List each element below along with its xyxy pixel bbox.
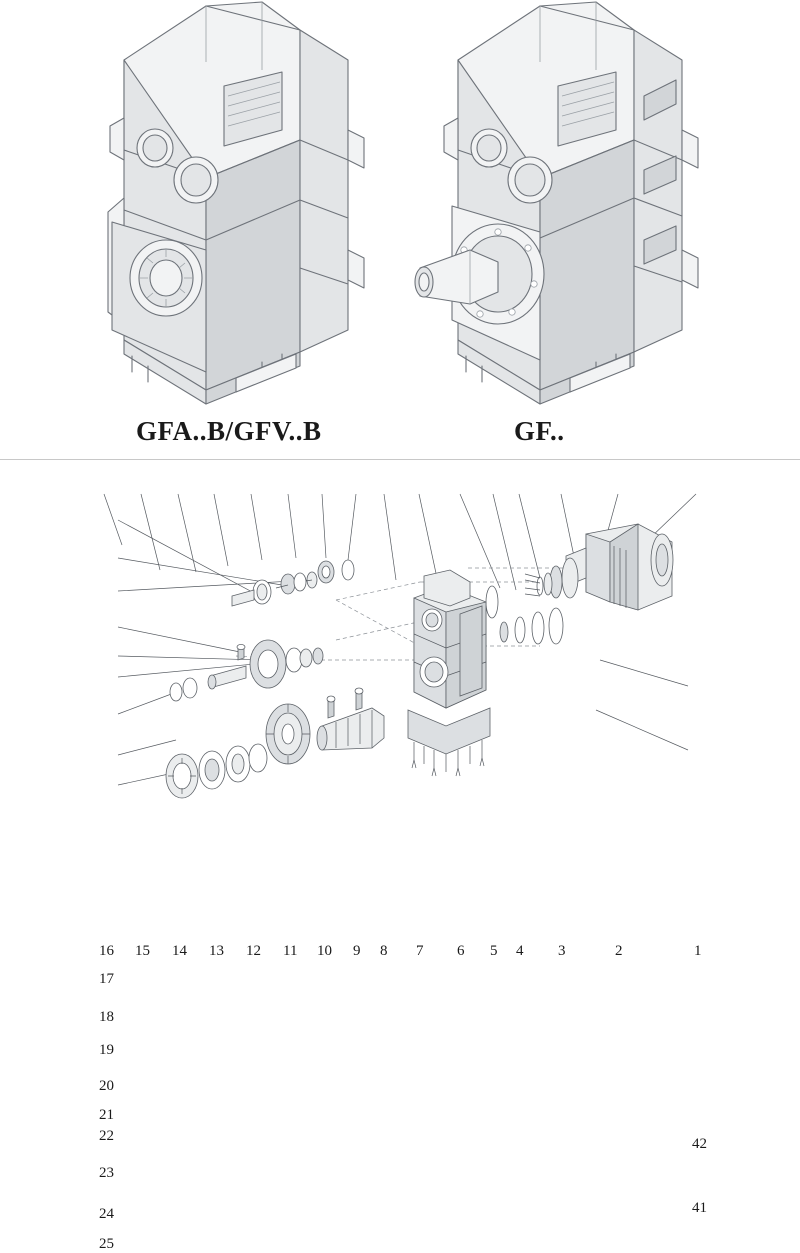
callout-9: 9 <box>353 943 361 959</box>
gearbox-views-panel <box>0 0 800 460</box>
exploded-view-panel <box>0 460 800 1252</box>
gear-train-lower <box>166 688 384 798</box>
callout-13: 13 <box>209 943 224 959</box>
callout-15: 15 <box>135 943 150 959</box>
callout-10: 10 <box>317 943 332 959</box>
callout-23: 23 <box>99 1165 114 1181</box>
callout-18: 18 <box>99 1009 114 1025</box>
callout-20: 20 <box>99 1078 114 1094</box>
gearbox-views-svg <box>0 0 800 460</box>
callout-12: 12 <box>246 943 261 959</box>
callout-42: 42 <box>692 1136 707 1152</box>
caption-gfa-gfv: GFA..B/GFV..B <box>136 416 322 446</box>
callout-25: 25 <box>99 1236 114 1252</box>
coupling-parts <box>486 558 578 644</box>
callout-5: 5 <box>490 943 498 959</box>
callout-19: 19 <box>99 1042 114 1058</box>
gear-train-middle <box>170 640 323 701</box>
callout-24: 24 <box>99 1206 114 1222</box>
housing-body <box>408 570 490 776</box>
fastener-group <box>237 644 245 660</box>
callout-41: 41 <box>692 1200 707 1216</box>
callout-11: 11 <box>283 943 298 959</box>
gear-train-upper <box>232 560 354 606</box>
callout-3: 3 <box>558 943 566 959</box>
callout-14: 14 <box>172 943 187 959</box>
callout-7: 7 <box>416 943 424 959</box>
gearbox-right-view <box>415 2 698 404</box>
leader-lines-right <box>596 660 688 750</box>
callout-1: 1 <box>694 943 702 959</box>
caption-gf: GF.. <box>514 416 565 446</box>
callout-21: 21 <box>99 1107 114 1123</box>
callout-22: 22 <box>99 1128 114 1144</box>
callout-6: 6 <box>457 943 465 959</box>
callout-16: 16 <box>99 943 114 959</box>
callout-17: 17 <box>99 971 114 987</box>
exploded-view-svg <box>0 460 800 800</box>
callout-8: 8 <box>380 943 388 959</box>
callout-4: 4 <box>516 943 524 959</box>
callout-2: 2 <box>615 943 623 959</box>
gearbox-left-view <box>108 2 364 404</box>
motor-drive-unit <box>566 524 673 610</box>
